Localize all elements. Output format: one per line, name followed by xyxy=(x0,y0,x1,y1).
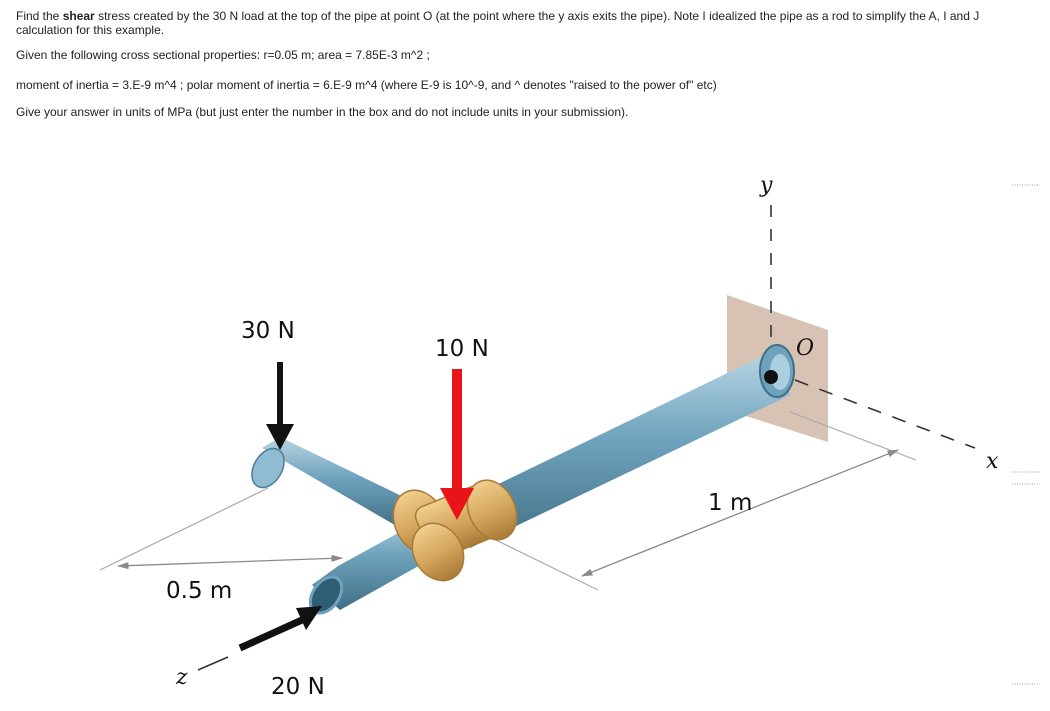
inertia-properties: moment of inertia = 3.E-9 m^4 ; polar moment of inertia = 6.E-9 m^4 (where E-9 is 10^-9, and ^ denotes "raised to the power of" etc) xyxy=(16,78,717,92)
z-axis-label: z xyxy=(176,665,188,690)
answer-instructions: Give your answer in units of MPa (but just enter the number in the box and do not include units in your submission). xyxy=(16,105,629,119)
load-20n-arrow xyxy=(240,606,322,648)
point-o-label: O xyxy=(796,336,815,361)
load-20n-label: 20 N xyxy=(271,674,325,700)
dim-05m-line xyxy=(118,558,342,566)
y-axis-label: y xyxy=(760,173,773,198)
z-axis-line xyxy=(198,657,228,670)
dim-05m-extension xyxy=(100,488,268,570)
load-10n-label: 10 N xyxy=(435,336,489,362)
load-30n-label: 30 N xyxy=(241,318,295,344)
problem-line1-suffix: stress created by the 30 N load at the top of the pipe at point O (at the point where the y axis exits the pipe). Note I idealized the pipe as a rod to simplify the A, I and J calculation for this example. xyxy=(16,9,980,37)
load-30n-arrow xyxy=(266,362,294,450)
problem-line1-bold: shear xyxy=(62,9,95,23)
problem-line1-prefix: Find the xyxy=(16,9,63,23)
dim-1m-label: 1 m xyxy=(708,490,753,516)
given-properties: Given the following cross sectional properties: r=0.05 m; area = 7.85E-3 m^2 ; xyxy=(16,48,430,62)
dim-05m-label: 0.5 m xyxy=(166,578,233,604)
point-o-marker xyxy=(764,370,778,384)
x-axis-label: x xyxy=(986,449,999,474)
load-10n-arrow xyxy=(440,369,474,520)
